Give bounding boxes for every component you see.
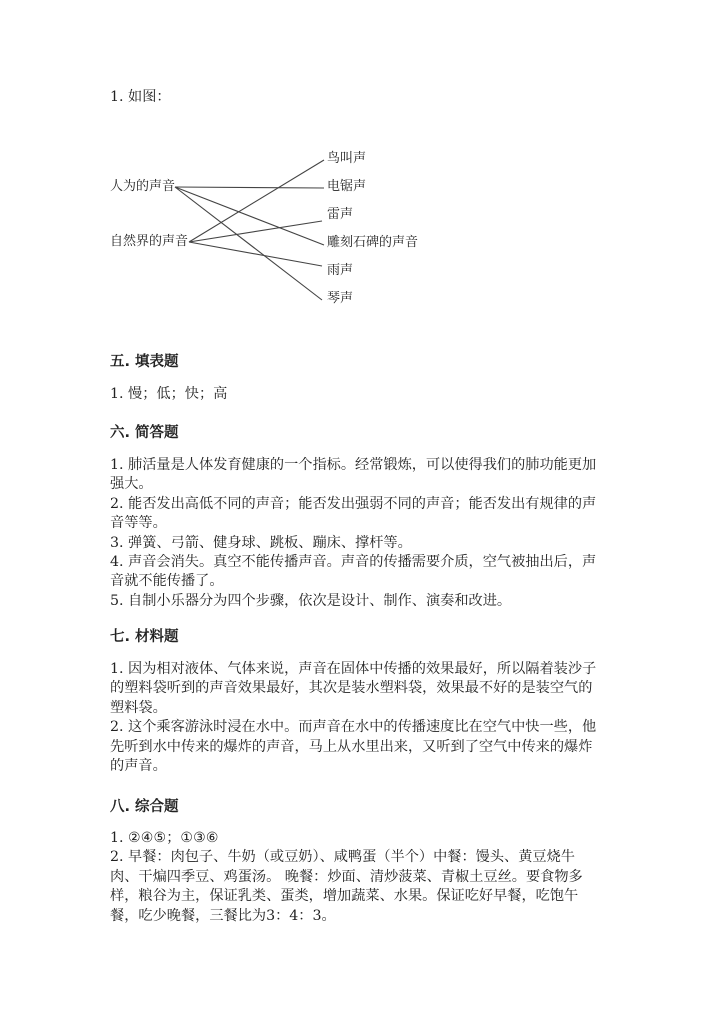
answer-line: 先听到水中传来的爆炸的声音，马上从水里出来，又听到了空气中传来的爆炸: [110, 738, 593, 755]
answer-line: 4. 声音会消失。真空不能传播声音。声音的传播需要介质，空气被抽出后，声: [110, 554, 597, 570]
answer-line: 的塑料袋听到的声音效果最好，其次是装水塑料袋，效果最不好的是装空气的: [110, 680, 593, 697]
answer-line: 样，粮谷为主，保证乳类、蛋类，增加蔬菜、水果。保证吃好早餐，吃饱午: [110, 888, 579, 905]
answer-line: 2. 能否发出高低不同的声音；能否发出强弱不同的声音；能否发出有规律的声: [110, 495, 597, 512]
right-label: 雨声: [327, 263, 354, 278]
answer-line: 1. ②④⑤；①③⑥: [110, 830, 219, 846]
answer-line: 塑料袋。: [110, 699, 167, 716]
question-intro: 1. 如图：: [110, 89, 171, 105]
section-heading: 五. 填表题: [110, 354, 179, 370]
right-label: 鸟叫声: [327, 151, 367, 166]
answer-line: 1. 慢；低；快；高: [110, 386, 228, 402]
answer-line: 肉、干煸四季豆、鸡蛋汤。 晚餐：炒面、清炒菠菜、青椒土豆丝。要食物多: [110, 868, 583, 885]
connection-line: [175, 187, 324, 188]
section-heading: 六. 简答题: [110, 425, 179, 441]
left-label: 人为的声音: [110, 179, 176, 194]
section-heading: 七. 材料题: [110, 629, 179, 645]
right-label: 琴声: [327, 291, 354, 306]
answer-line: 的声音。: [110, 758, 167, 774]
answer-line: 1. 因为相对液体、气体来说，声音在固体中传播的效果最好，所以隔着装沙子: [110, 661, 597, 677]
answer-line: 强大。: [110, 476, 153, 493]
right-label: 雷声: [327, 207, 354, 222]
answer-line: 音就不能传播了。: [110, 573, 224, 590]
answer-line: 3. 弹簧、弓箭、健身球、跳板、蹦床、撑杆等。: [110, 534, 412, 551]
section-heading: 八. 综合题: [110, 799, 179, 815]
right-label: 雕刻石碑的声音: [327, 235, 419, 250]
answer-line: 1. 肺活量是人体发育健康的一个指标。经常锻炼，可以使得我们的肺功能更加: [110, 457, 597, 473]
answer-line: 音等等。: [110, 515, 167, 532]
answer-line: 2. 早餐：肉包子、牛奶（或豆奶）、咸鸭蛋（半个）中餐：馒头、黄豆烧牛: [110, 849, 575, 866]
answer-line: 2. 这个乘客游泳时浸在水中。而声音在水中的传播速度比在空气中快一些，他: [110, 719, 597, 736]
connection-line: [189, 242, 322, 266]
left-label: 自然界的声音: [110, 234, 189, 249]
right-label: 电锯声: [327, 179, 367, 194]
answer-line: 餐，吃少晚餐，三餐比为3：4：3。: [110, 907, 336, 924]
connection-line: [189, 160, 324, 242]
answer-line: 5. 自制小乐器分为四个步骤，依次是设计、制作、演奏和改进。: [110, 592, 512, 609]
connection-line: [189, 221, 322, 242]
